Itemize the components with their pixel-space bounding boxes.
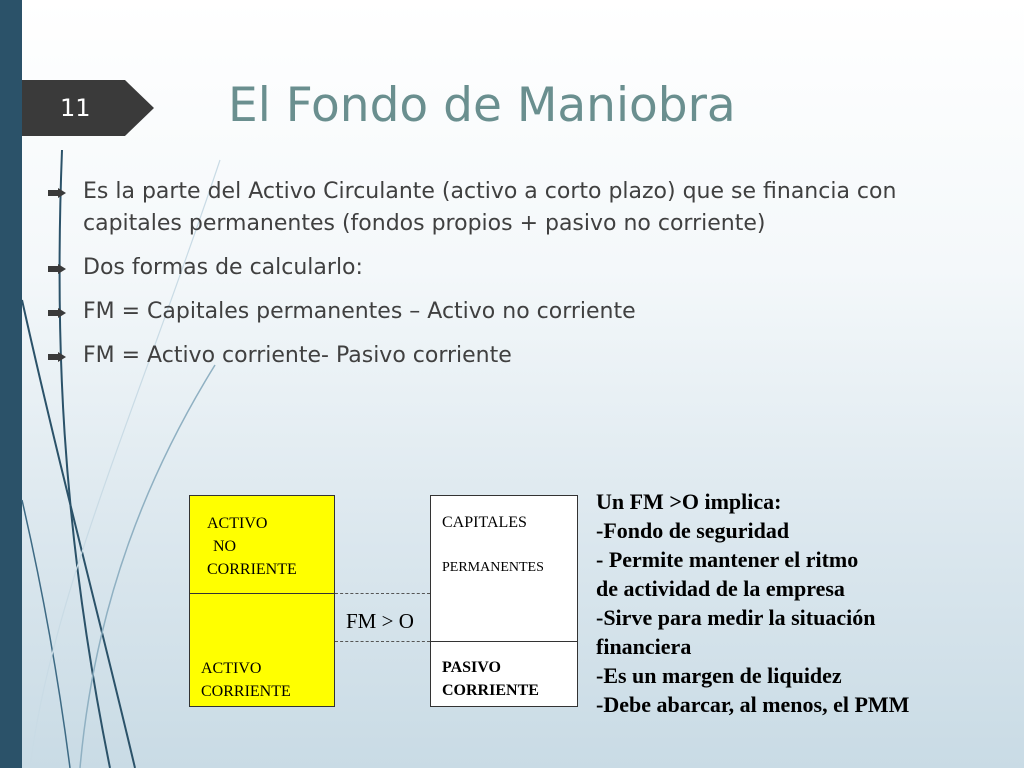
bullet-item: [46, 252, 986, 284]
bullet-item: [46, 340, 986, 372]
arrow-bullet-icon: [48, 308, 66, 318]
implication-line: -Sirve para medir la situación: [596, 605, 876, 630]
implication-line: financiera: [596, 634, 692, 659]
implication-line: - Permite mantener el ritmo: [596, 547, 859, 572]
current-liabilities-label: PASIVO CORRIENTE: [442, 659, 539, 699]
bullet-list: [46, 176, 986, 384]
arrow-bullet-icon: [48, 264, 66, 274]
permanent-capital-label: CAPITALES PERMANENTES: [442, 514, 544, 575]
bullet-text: Dos formas de calcularlo:: [83, 255, 363, 280]
liabilities-divider: [430, 641, 578, 642]
implication-line: -Fondo de seguridad: [596, 518, 790, 543]
decorative-curve: [22, 500, 70, 768]
implication-line: -Debe abarcar, al menos, el PMM: [596, 692, 910, 717]
fm-greater-than-zero-label: FM > O: [346, 609, 414, 633]
arrow-bullet-icon: [48, 188, 66, 198]
bullet-text: Es la parte del Activo Circulante (activo a corto plazo) que se financia con capitales permanentes (fondos propios + pasivo no corriente): [83, 179, 897, 236]
arrow-bullet-icon: [48, 352, 66, 362]
non-current-assets-label: ACTIVO NO CORRIENTE: [207, 515, 297, 578]
slide-title: El Fondo de Maniobra: [228, 78, 736, 133]
implications-list: [596, 487, 1016, 719]
bullet-text: FM = Capitales permanentes – Activo no corriente: [83, 299, 636, 324]
left-accent-bar: [0, 0, 22, 768]
bullet-text: FM = Activo corriente- Pasivo corriente: [83, 343, 512, 368]
fm-dashed-line-bottom: [335, 641, 430, 642]
implication-line: -Es un margen de liquidez: [596, 663, 842, 688]
slide-number: 11: [60, 94, 91, 122]
bullet-item: [46, 176, 986, 240]
implications-heading: Un FM >O implica:: [596, 489, 782, 514]
implication-line: de actividad de la empresa: [596, 576, 845, 601]
fm-dashed-line-top: [335, 593, 430, 594]
assets-divider: [189, 593, 335, 594]
bullet-item: [46, 296, 986, 328]
current-assets-label: ACTIVO CORRIENTE: [201, 660, 291, 700]
